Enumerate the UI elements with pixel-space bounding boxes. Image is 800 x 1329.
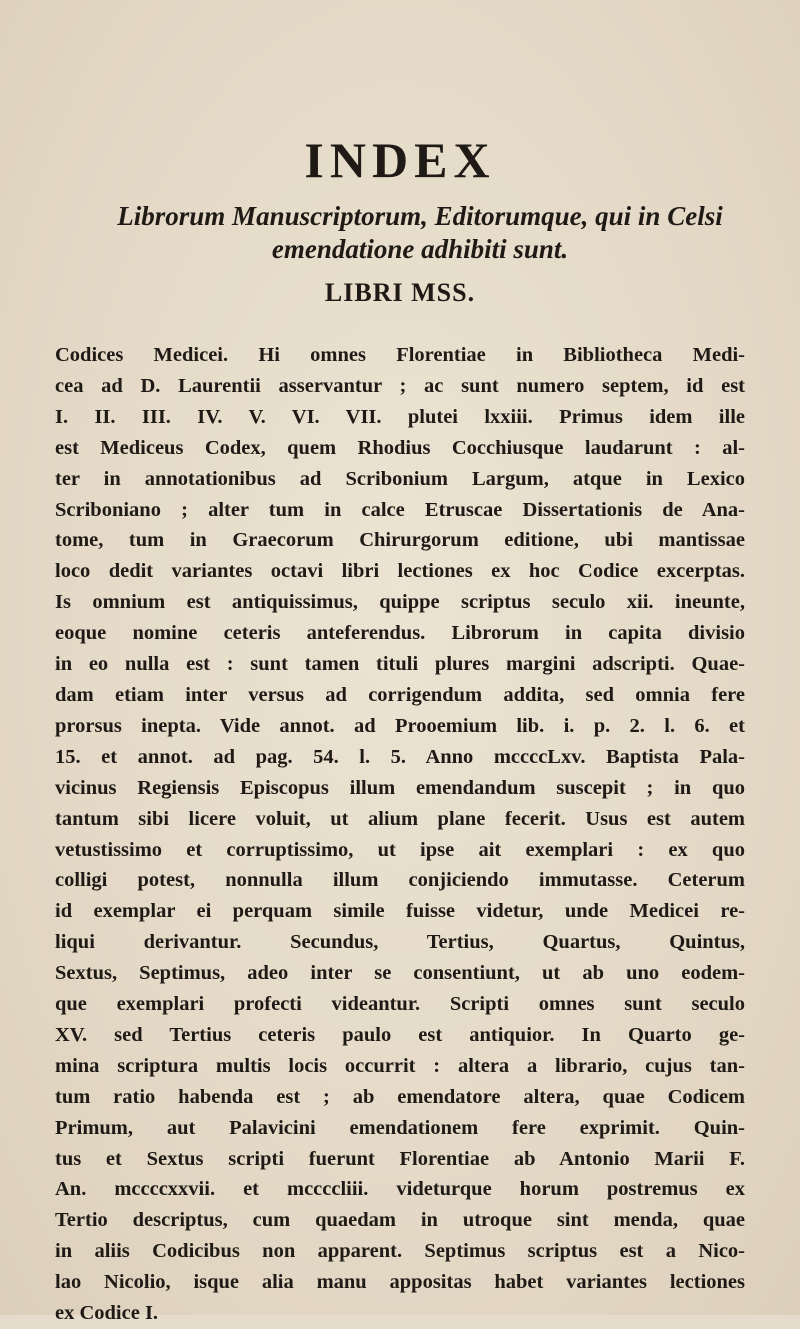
text-line: An. mccccxxvii. et mccccliii. videturque horum postremus ex <box>55 1178 745 1201</box>
text-line: XV. sed Tertius ceteris paulo est antiquior. In Quarto ge- <box>55 1023 745 1046</box>
text-line: lao Nicolio, isque alia manu appositas habet variantes lectiones <box>55 1271 745 1294</box>
text-line: tus et Sextus scripti fuerunt Florentiae ab Antonio Marii F. <box>55 1147 745 1170</box>
text-line: I. II. III. IV. V. VI. VII. plutei lxxiii. Primus idem ille <box>55 405 745 428</box>
text-line: Scriboniano ; alter tum in calce Etruscae Dissertationis de Ana- <box>55 498 745 521</box>
text-line: Codices Medicei. Hi omnes Florentiae in Bibliotheca Medi- <box>55 344 745 366</box>
text-line: in aliis Codicibus non apparent. Septimus scriptus est a Nico- <box>55 1240 745 1263</box>
text-line: Is omnium est antiquissimus, quippe scriptus seculo xii. ineunte, <box>55 591 745 614</box>
text-line: Tertio descriptus, cum quaedam in utroque sint menda, quae <box>55 1209 745 1232</box>
page-title: INDEX <box>304 132 496 188</box>
text-line: vicinus Regiensis Episcopus illum emendandum suscepit ; in quo <box>55 776 745 799</box>
text-line: tome, tum in Graecorum Chirurgorum editione, ubi mantissae <box>55 529 745 552</box>
text-line: liqui derivantur. Secundus, Tertius, Quartus, Quintus, <box>55 931 745 954</box>
text-line: mina scriptura multis locis occurrit : altera a librario, cujus tan- <box>55 1054 745 1077</box>
text-line: 15. et annot. ad pag. 54. l. 5. Anno mccccLxv. Baptista Pala- <box>55 745 745 768</box>
text-line: ter in annotationibus ad Scribonium Largum, atque in Lexico <box>55 467 745 490</box>
text-line: eoque nomine ceteris anteferendus. Librorum in capita divisio <box>55 622 745 645</box>
text-line: que exemplari profecti videantur. Scripti omnes sunt seculo <box>55 993 745 1016</box>
text-line: Primum, aut Palavicini emendationem fere exprimit. Quin- <box>55 1116 745 1139</box>
text-line: prorsus inepta. Vide annot. ad Prooemium lib. i. p. 2. l. 6. et <box>55 714 745 737</box>
subtitle-line: Librorum Manuscriptorum, Editorumque, qui in Celsi <box>117 201 723 231</box>
text-line: cea ad D. Laurentii asservantur ; ac sunt numero septem, id est <box>55 374 745 397</box>
page-subtitle <box>80 200 760 266</box>
text-line: dam etiam inter versus ad corrigendum addita, sed omnia fere <box>55 683 745 706</box>
text-line: est Mediceus Codex, quem Rhodius Cocchiusque laudarunt : al- <box>55 436 745 459</box>
text-line: id exemplar ei perquam simile fuisse videtur, unde Medicei re- <box>55 900 745 923</box>
text-line: tantum sibi licere voluit, ut alium plane fecerit. Usus est autem <box>55 807 745 830</box>
subtitle-line: emendatione adhibiti sunt. <box>271 234 569 264</box>
section-heading: LIBRI MSS. <box>324 278 476 307</box>
text-line: colligi potest, nonnulla illum conjiciendo immutasse. Ceterum <box>55 869 745 892</box>
text-line: ex Codice I. <box>55 1302 159 1325</box>
text-line: loco dedit variantes octavi libri lectiones ex hoc Codice excerptas. <box>55 560 745 583</box>
body-paragraph <box>55 340 745 1329</box>
text-line: in eo nulla est : sunt tamen tituli plures margini adscripti. Quae- <box>55 653 745 676</box>
text-line: tum ratio habenda est ; ab emendatore altera, quae Codicem <box>55 1085 745 1108</box>
text-line: Sextus, Septimus, adeo inter se consentiunt, ut ab uno eodem- <box>55 962 745 985</box>
text-line: vetustissimo et corruptissimo, ut ipse ait exemplari : ex quo <box>55 838 745 861</box>
